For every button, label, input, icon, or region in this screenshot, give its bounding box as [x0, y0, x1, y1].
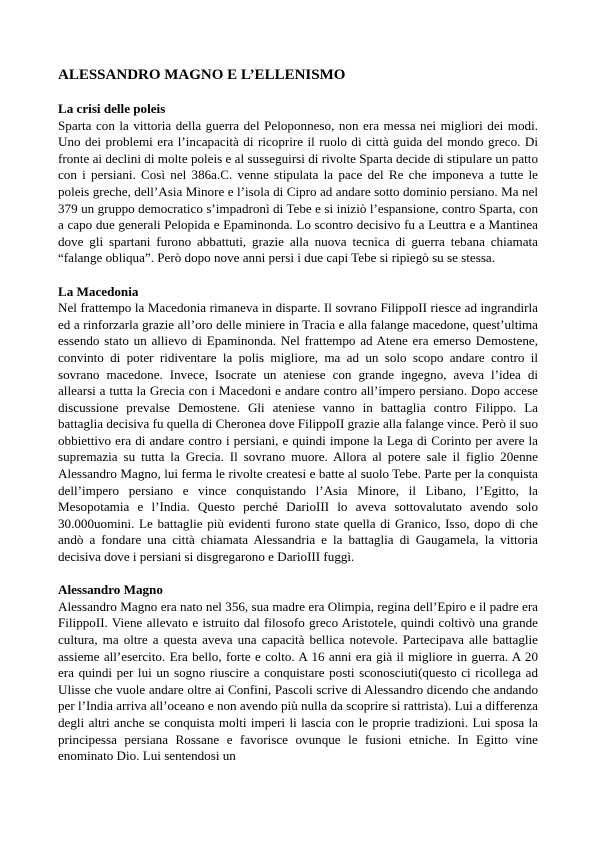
section-crisi-poleis: [58, 101, 538, 267]
section-heading: La crisi delle poleis: [58, 101, 166, 116]
section-paragraph: Sparta con la vittoria della guerra del Peloponneso, non era messa nei migliori dei modi. Uno dei problemi era l’incapacità di ricoprire il ruolo di città guida del mondo greco. Di fronte ai declini di molte poleis e al susseguirsi di rivolte Sparta decide di stipulare un patto con i persiani. Così nel 386a.C. venne stipulata la pace del Re che imponeva a tutte le poleis greche, dell’Asia Minore e l’isola di Cipro ad andare sotto dominio persiano. Ma nel 379 un gruppo democratico s’impadronì di Tebe e si iniziò l’espansione, contro Sparta, con a capo due generali Pelopida e Epaminonda. Lo scontro decisivo fu a Leuttra e a Mantinea dove gli spartani furono abbattuti, grazie alla nuova tecnica di guerra tebana chiamata “falange obliqua”. Però dopo nove anni persi i due capi Tebe si ripiegò su se stessa.: [58, 117, 538, 266]
section-alessandro-magno: [58, 582, 538, 765]
section-paragraph: Nel frattempo la Macedonia rimaneva in disparte. Il sovrano FilippoII riesce ad ingrandirla ed a rinforzarla grazie all’oro delle miniere in Tracia e alla falange macedone, quest’ultima essendo stato un allievo di Epaminonda. Nel frattempo ad Atene era emerso Demostene, convinto di poter ridiventare la polis migliore, ma ad un solo scopo andare contro il sovrano macedone. Invece, Isocrate un ateniese con grande ingegno, aveva l’idea di allearsi a tutta la Grecia con i Macedoni e andare contro all’impero persiano. Dopo accese discussione prevalse Demostene. Gli ateniese vanno in battaglia contro Filippo. La battaglia decisiva fu quella di Cheronea dove FilippoII grazie alla falange vince. Però il suo obbiettivo era di andare contro i persiani, e quindi impone la Lega di Corinto per avere la supremazia su tutta la Grecia. Il sovrano muore. Allora al potere sale il figlio 20enne Alessandro Magno, lui ferma le rivolte createsi e batte al suolo Tebe. Parte per la conquista dell’impero persiano e vince conquistando l’Asia Minore, il Libano, l’Egitto, la Mesopotamia e l’India. Questo perché DarioIII lo aveva sottovalutato avendo solo 30.000uomini. Le battaglie più evidenti furono state quella di Granico, Isso, dopo di che andò a fondare una città chiamata Alessandria e la battaglia di Gaugamela, la vittoria decisiva dove i persiani si disgregarono e DarioIII fuggì.: [58, 300, 538, 565]
section-paragraph: Alessandro Magno era nato nel 356, sua madre era Olimpia, regina dell’Epiro e il padre era FilippoII. Viene allevato e istruito dal filosofo greco Aristotele, quindi coltivò una grande cultura, ma oltre a questa aveva una capacità bellica notevole. Partecipava alle battaglie assieme all’esercito. Era bello, forte e colto. A 16 anni era già il migliore in guerra. A 20 era quindi per lui un sogno riuscire a conquistare posti sconosciuti(questo ci ricollega ad Ulisse che vuole andare oltre ai Confini, Pascoli scrive di Alessandro dicendo che andando per l’India arriva all’oceano e non avendo più nulla da scoprire si rattrista). Lui a differenza degli altri anche se conquista molti imperi li lascia con le proprie tradizioni. Lui sposa la principessa persiana Rossane e favorisce ovunque le fusioni etniche. In Egitto vine enominato Dio. Lui sentendosi un: [58, 598, 538, 764]
document-title: ALESSANDRO MAGNO E L’ELLENISMO: [58, 67, 346, 83]
section-heading: La Macedonia: [58, 283, 139, 299]
document-page: [58, 66, 538, 781]
section-heading: Alessandro Magno: [58, 582, 163, 598]
section-macedonia: [58, 284, 538, 566]
